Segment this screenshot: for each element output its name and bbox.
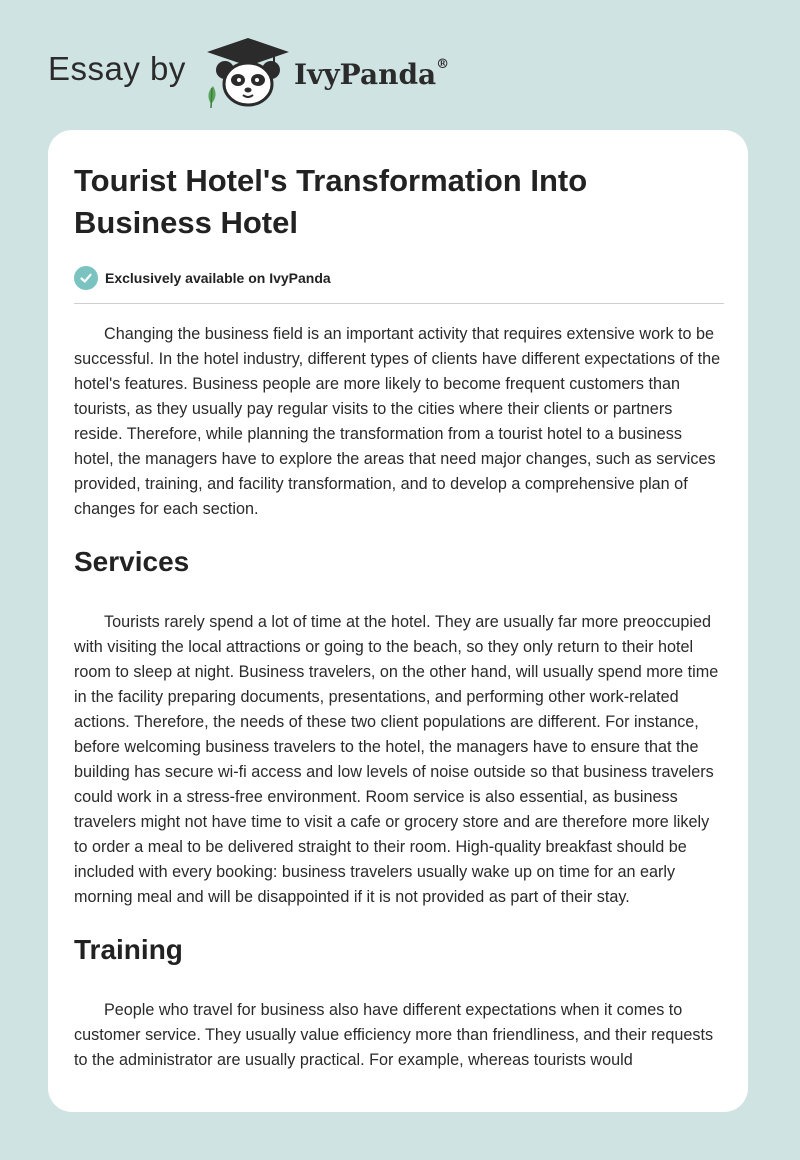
essay-content (74, 160, 724, 1073)
registered-mark: ® (436, 56, 450, 72)
training-paragraph: People who travel for business also have different expectations when it comes to customer service. They usually value efficiency more than friendliness, and their requests to the administrator are usually practical. For example, whereas tourists would (74, 1001, 714, 1069)
intro-paragraph: Changing the business field is an important activity that requires extensive work to be successful. In the hotel industry, different types of clients have different expectations of the hotel's features. Business people are more likely to become frequent customers than tourists, as they usually pay regular visits to the cities where their clients or partners reside. Therefore, while planning the transformation from a tourist hotel to a business hotel, the managers have to explore the areas that need major changes, such as services provided, training, and facility transformation, and to develop a comprehensive plan of changes for each section. (74, 325, 721, 518)
essay-card (48, 130, 748, 1112)
divider (74, 303, 724, 304)
brand-name[interactable]: IvyPanda® (294, 56, 450, 91)
services-paragraph: Tourists rarely spend a lot of time at the hotel. They are usually far more preoccupied with visiting the local attractions or going to the beach, so they only return to their hotel room to sleep at night. Business travelers, on the other hand, will usually spend more time in the facility preparing documents, presentations, and performing other work-related actions. Therefore, the needs of these two client populations are different. For instance, before welcoming business travelers to the hotel, the managers have to ensure that the building has secure wi-fi access and low levels of noise outside so that business travelers could work in a stress-free environment. Room service is also essential, as business travelers might not have time to visit a cafe or grocery store and are therefore more likely to order a meal to be delivered straight to their room. High-quality breakfast should be included with every booking: business travelers usually wake up on time for an early morning meal and will be disappointed if it is not provided as part of their stay. (74, 613, 719, 906)
panda-graduate-icon[interactable] (203, 36, 293, 110)
section-heading-training: Training (74, 934, 183, 965)
exclusive-badge (74, 264, 724, 292)
check-icon (74, 266, 98, 290)
exclusive-label: Exclusively available on IvyPanda (105, 270, 331, 286)
site-header (48, 36, 548, 108)
page-title: Tourist Hotel's Transformation Into Business Hotel (74, 163, 588, 240)
essay-by-label: Essay by (48, 50, 186, 87)
section-heading-services: Services (74, 546, 190, 577)
